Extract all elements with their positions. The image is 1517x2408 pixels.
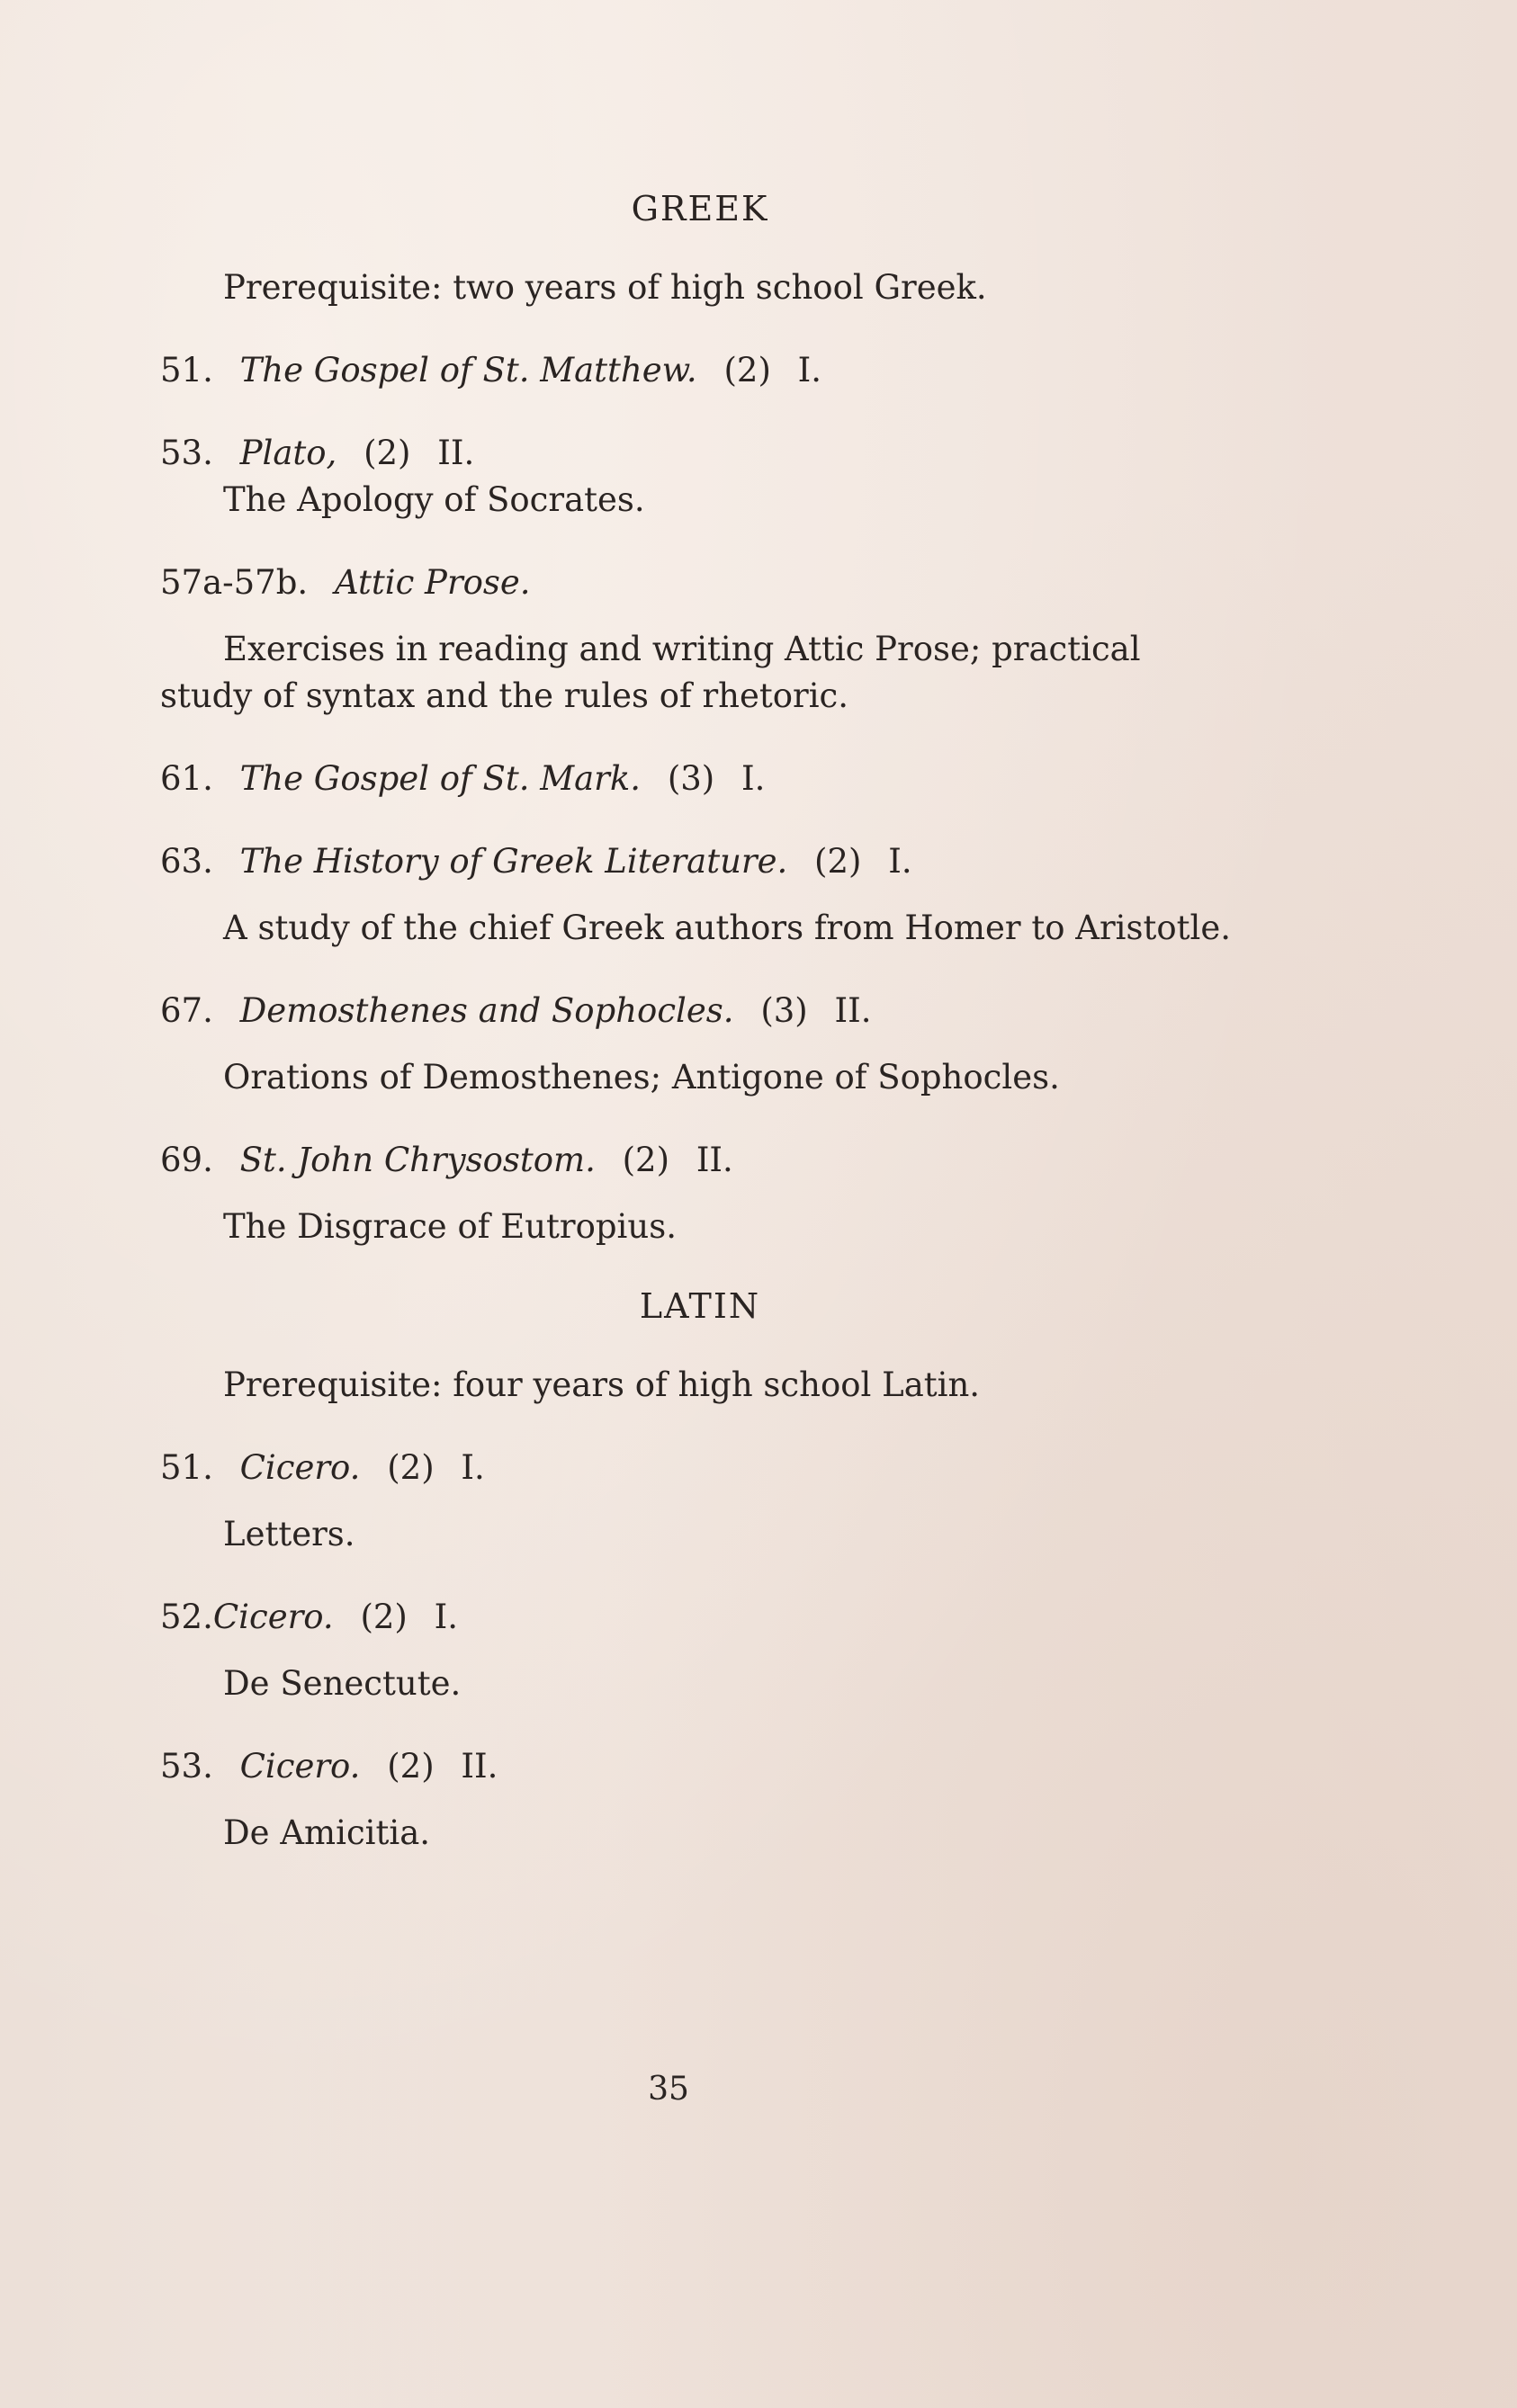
course-title: Cicero.: [239, 1448, 361, 1487]
course-credits: (3): [760, 991, 808, 1030]
course-term: II.: [696, 1141, 733, 1179]
course-description: De Senectute.: [223, 1664, 462, 1703]
course-number: 67.: [160, 991, 213, 1030]
greek-prerequisite: Prerequisite: two years of high school Greek.: [223, 268, 987, 307]
course-credits: (2): [814, 842, 862, 881]
course-description: The Apology of Socrates.: [223, 480, 645, 519]
course-title: Attic Prose.: [334, 563, 531, 602]
course-greek-57: [160, 559, 1240, 720]
course-description: Orations of Demosthenes; Antigone of Sophocles.: [223, 1058, 1060, 1097]
course-greek-53: [160, 430, 1240, 524]
course-term: II.: [461, 1747, 498, 1786]
course-number: 53.: [160, 1747, 213, 1786]
course-greek-69: [160, 1137, 1240, 1250]
section-heading-latin: LATIN: [639, 1286, 761, 1326]
course-number: 53.: [160, 434, 213, 472]
course-term: II.: [834, 991, 872, 1030]
section-heading-greek: GREEK: [631, 189, 769, 228]
course-title: Plato,: [239, 434, 337, 472]
page-number: 35: [648, 2071, 689, 2108]
course-latin-51: [160, 1445, 1240, 1558]
course-credits: (2): [723, 351, 771, 389]
course-title: Demosthenes and Sophocles.: [239, 991, 734, 1030]
course-description: Letters.: [223, 1515, 355, 1553]
course-number: 69.: [160, 1141, 213, 1179]
page-content: [160, 189, 1240, 1857]
course-credits: (2): [360, 1598, 408, 1636]
course-greek-61: [160, 756, 1240, 802]
course-credits: (2): [364, 434, 411, 472]
course-title: The History of Greek Literature.: [239, 842, 788, 881]
course-term: I.: [797, 351, 822, 389]
course-description: Exercises in reading and writing Attic Prose; practical study of syntax and the rules of rhetoric.: [160, 630, 1141, 715]
course-number: 63.: [160, 842, 213, 881]
course-latin-53: [160, 1743, 1240, 1857]
course-description: The Disgrace of Eutropius.: [223, 1207, 677, 1246]
course-description: A study of the chief Greek authors from Homer to Aristotle.: [223, 909, 1231, 947]
course-title: The Gospel of St. Mark.: [239, 759, 642, 798]
course-term: I.: [741, 759, 766, 798]
course-title: The Gospel of St. Matthew.: [239, 351, 697, 389]
course-term: I.: [888, 842, 912, 881]
course-title: St. John Chrysostom.: [239, 1141, 596, 1179]
course-number: 51.: [160, 351, 213, 389]
course-credits: (2): [387, 1448, 435, 1487]
course-number: 61.: [160, 759, 213, 798]
course-number: 57a-57b.: [160, 563, 309, 602]
course-title: Cicero.: [212, 1598, 334, 1636]
course-greek-63: [160, 838, 1240, 952]
course-number: 52.: [160, 1598, 213, 1636]
course-description: De Amicitia.: [223, 1813, 431, 1852]
course-term: II.: [437, 434, 475, 472]
course-number: 51.: [160, 1448, 213, 1487]
course-greek-67: [160, 988, 1240, 1101]
course-latin-52: [160, 1594, 1240, 1707]
course-greek-51: [160, 347, 1240, 394]
course-credits: (3): [667, 759, 715, 798]
course-credits: (2): [387, 1747, 435, 1786]
course-title: Cicero.: [239, 1747, 361, 1786]
course-term: I.: [434, 1598, 459, 1636]
course-term: I.: [461, 1448, 485, 1487]
course-credits: (2): [622, 1141, 670, 1179]
latin-prerequisite: Prerequisite: four years of high school Latin.: [223, 1365, 981, 1404]
